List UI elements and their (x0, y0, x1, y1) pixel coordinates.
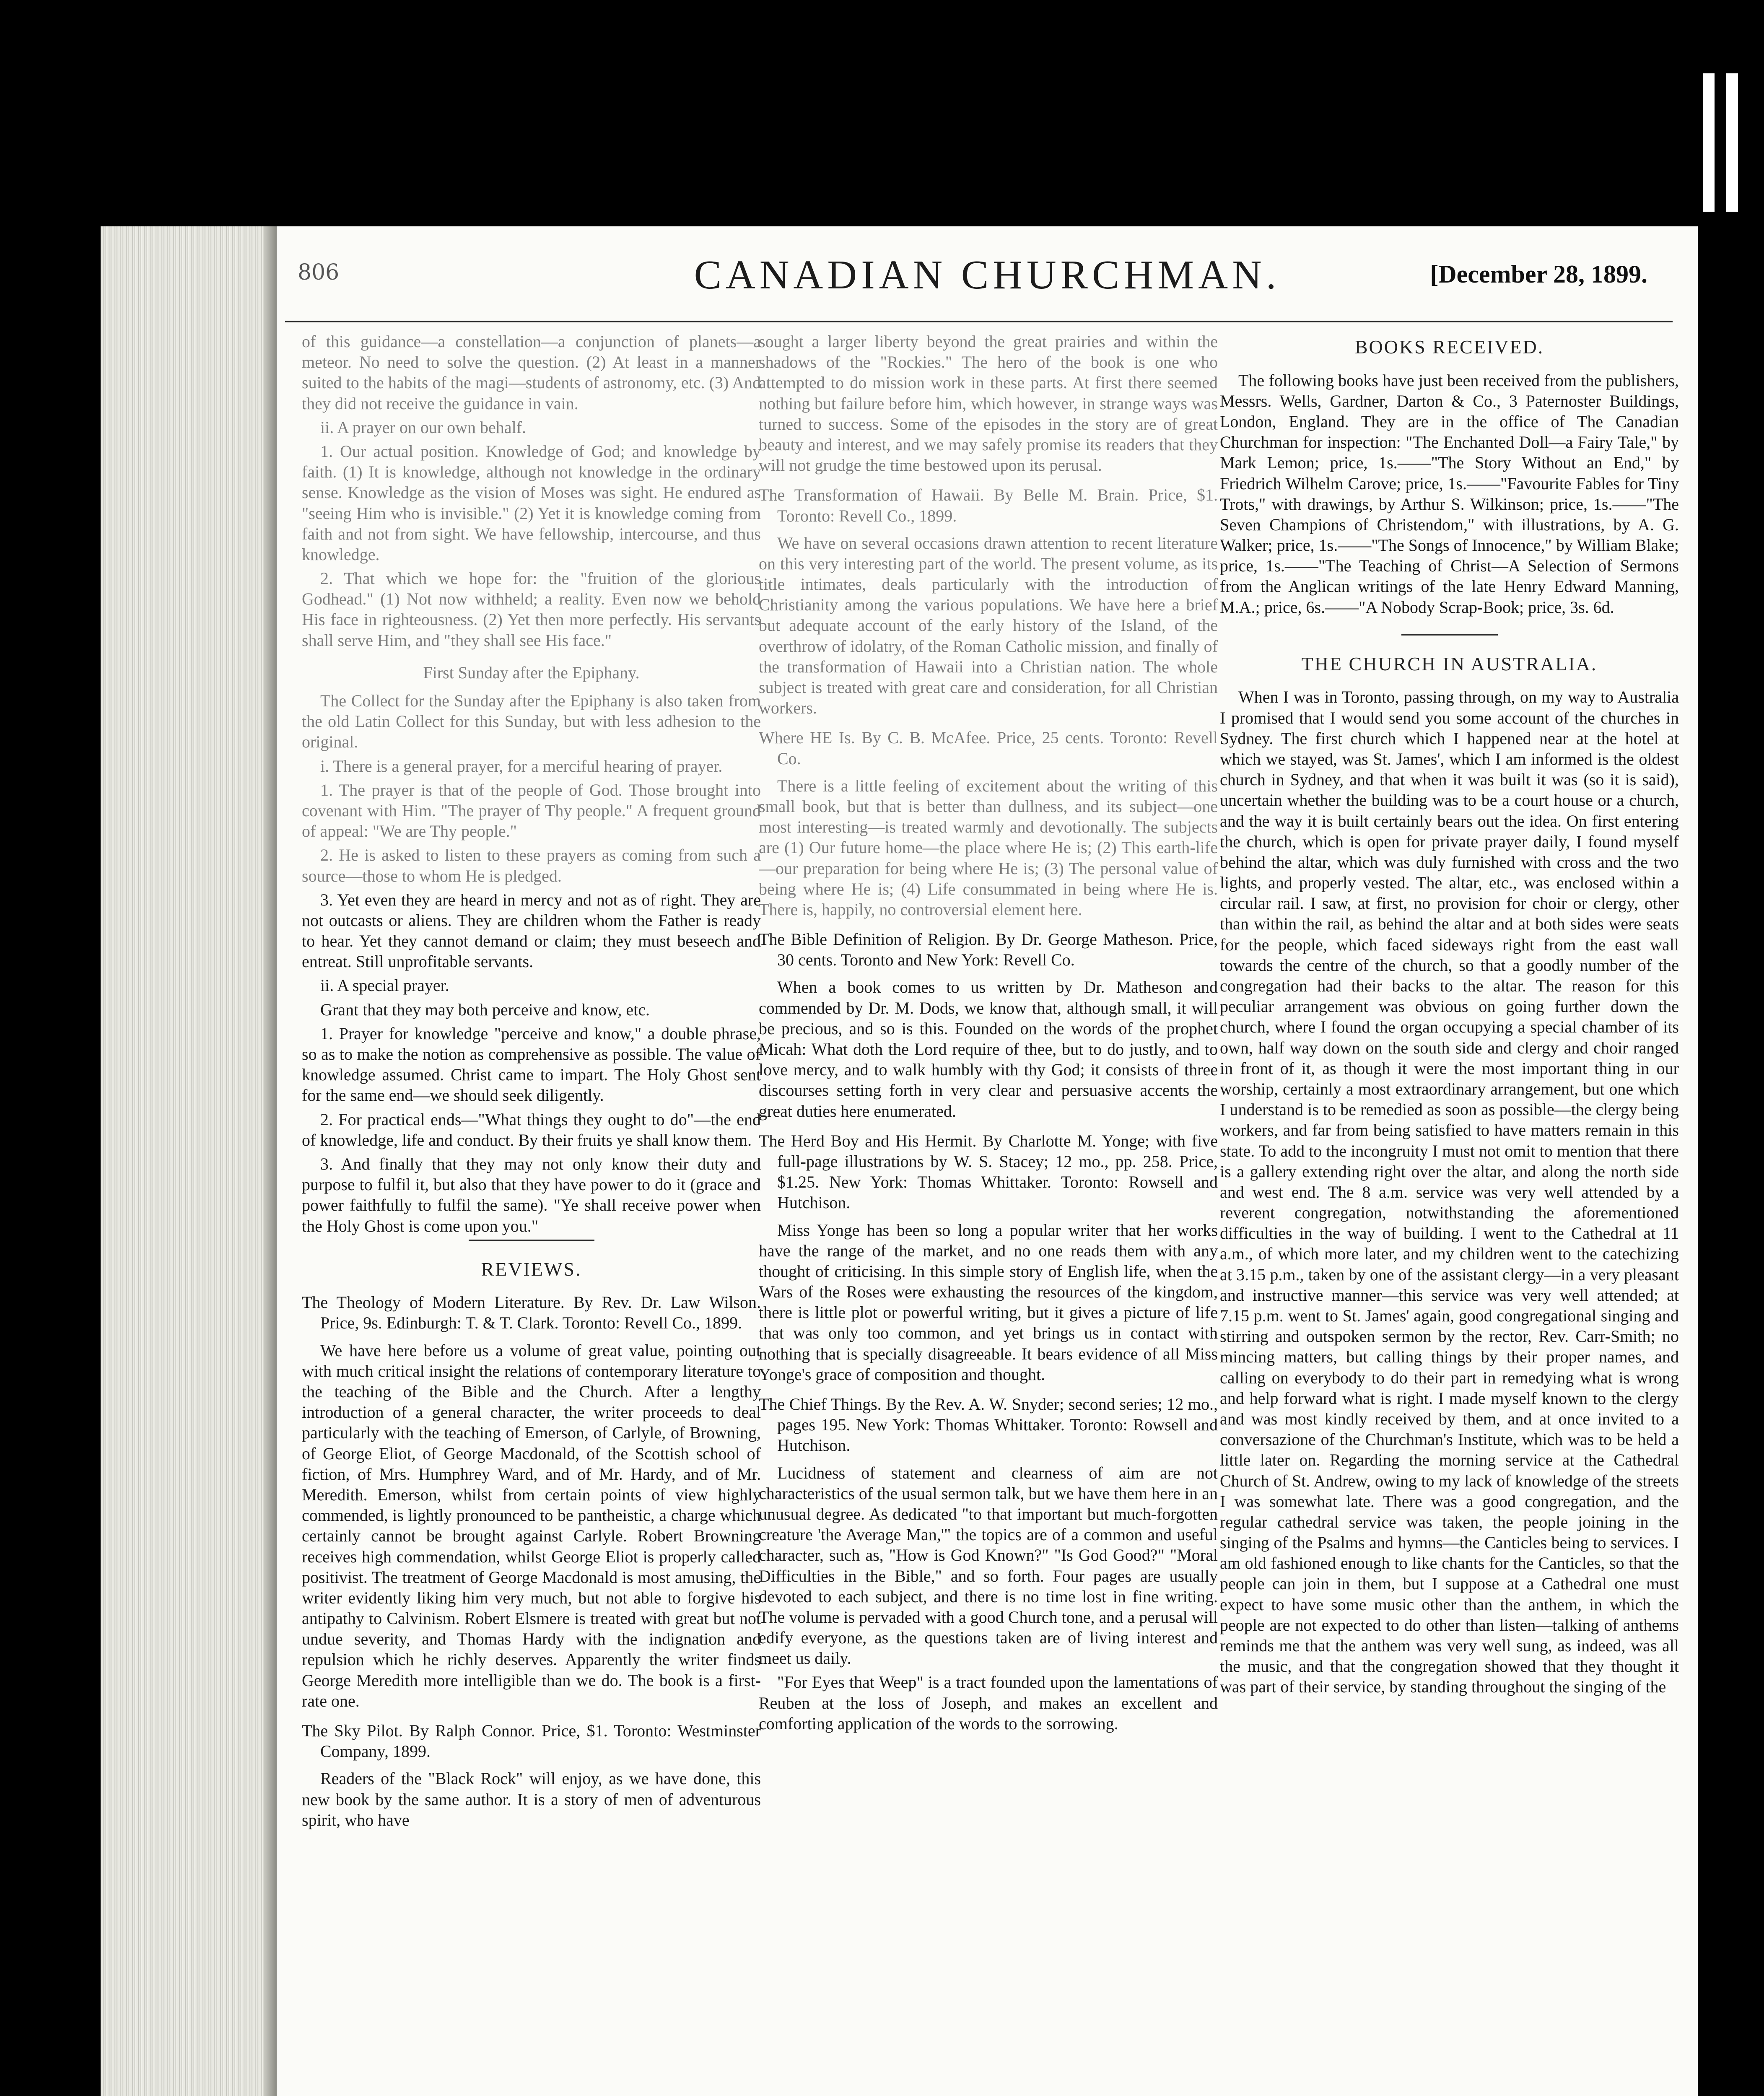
masthead-title: CANADIAN CHURCHMAN. (694, 252, 1281, 298)
column-3 (1220, 331, 1679, 2096)
paragraph: The Collect for the Sunday after the Epiphany is also taken from the old Latin Collect for this Sunday, but with less adhesion to the original. (302, 691, 761, 752)
book-page-edges (101, 226, 277, 2096)
issue-date: [December 28, 1899. (1430, 260, 1647, 288)
review-body: Readers of the "Black Rock" will enjoy, as we have done, this new book by the same author. It is a story of men of adventurous spirit, who have (302, 1769, 761, 1829)
paragraph: 2. For practical ends—"What things they ought to do"—the end of knowledge, life and conduct. By their fruits ye shall know them. (302, 1110, 761, 1149)
review-body: "For Eyes that Weep" is a tract founded upon the lamentations of Reuben at the loss of Joseph, and makes an excellent and comforting application of the words to the sorrowing. (759, 1673, 1218, 1733)
review-body: sought a larger liberty beyond the great prairies and within the shadows of the "Rockies." The hero of the book is one who attempted to do mission work in these parts. At first there seemed nothing but failure before him, which however, in strange ways was turned to success. Some of the episodes in the story are of great beauty and interest, and we may safely promise its readers that they will not grudge the time bestowed upon its perusal. (759, 332, 1218, 475)
heading-rule (469, 1240, 594, 1241)
column-1 (302, 331, 761, 2096)
paragraph: of this guidance—a constellation—a conjunction of planets—a meteor. No need to solve the question. (2) At least in a manner suited to the habits of the magi—students of astronomy, etc. (3) And they did not receive the guidance in vain. (302, 332, 761, 413)
books-received-heading: BOOKS RECEIVED. (1354, 336, 1544, 358)
header-rule (285, 321, 1673, 322)
paragraph: ii. A special prayer. (320, 976, 449, 995)
review-title: The Sky Pilot. By Ralph Connor. Price, $1. Toronto: Westminster Company, 1899. (302, 1721, 761, 1761)
book-page-scan (101, 226, 1698, 2096)
paragraph: 3. And finally that they may not only know their duty and purpose to fulfil it, but also that they have power to do it (grace and power faithfully to fulfil the same). "Ye shall receive power when the Holy Ghost is come upon you." (302, 1154, 761, 1235)
review-title: The Theology of Modern Literature. By Rev. Dr. Law Wilson. Price, 9s. Edinburgh: T. & T. Clark. Toronto: Revell Co., 1899. (302, 1293, 761, 1333)
review-title: The Herd Boy and His Hermit. By Charlotte M. Yonge; with five full-page illustrations by W. S. Stacey; 12 mo., pp. 258. Price, $1.25. New York: Thomas Whittaker. Toronto: Rowsell and Hutchison. (759, 1131, 1218, 1212)
paragraph: The following books have just been received from the publishers, Messrs. Wells, Gardner, Darton & Co., 3 Paternoster Buildings, London, England. They are in the office of The Canadian Churchman for inspection: "The Enchanted Doll—a Fairy Tale," by Mark Lemon; price, 1s.——"The Story Without an End," by Friedrich Wilhelm Carove; price, 1s.——"Favourite Fables for Tiny Trots," with drawings, by Arthur S. Wilkinson; price, 1s.——"The Seven Champions of Christendom," with illustrations, by A. G. Walker; price, 1s.——"The Songs of Innocence," by William Blake; price, 1s.——"The Teaching of Christ—A Selection of Sermons from the Anglican writings of the late Henry Edward Manning, M.A.; price, 6s.——"A Nobody Scrap-Book; price, 3s. 6d. (1220, 371, 1679, 617)
paragraph: i. There is a general prayer, for a merciful hearing of prayer. (320, 756, 723, 776)
review-title: The Chief Things. By the Rev. A. W. Snyder; second series; 12 mo., pages 195. New York: Thomas Whittaker. Toronto: Rowsell and Hutchison. (759, 1395, 1218, 1455)
review-body: There is a little feeling of excitement about the writing of this small book, but that is better than dullness, and its subject—one most interesting—is treated warmly and devotionally. The subjects are (1) Our future home—the place where He is; (2) This earth-life—our preparation for being where He is; (3) The personal value of being where He is; (4) Life consummated in being where He is. There is, happily, no controversial element here. (759, 776, 1218, 919)
scan-marker-bar (1703, 73, 1715, 212)
column-2 (759, 331, 1218, 2096)
paragraph: ii. A prayer on our own behalf. (320, 418, 526, 437)
review-body: When a book comes to us written by Dr. Matheson and commended by Dr. M. Dods, we know that, although small, it will be precious, and so is this. Founded on the words of the prophet Micah: What doth the Lord require of thee, but to do justly, and to love mercy, and to walk humbly with thy God; it consists of three discourses setting forth in very clear and persuasive accents the great duties here enumerated. (759, 978, 1218, 1121)
paragraph: 3. Yet even they are heard in mercy and not as of right. They are not outcasts or aliens. They are children whom the Father is ready to hear. Yet they cannot demand or claim; they must beseech and entreat. Still unprofitable servants. (302, 890, 761, 971)
review-body: We have on several occasions drawn attention to recent literature on this very interesting part of the world. The present volume, as its title intimates, deals particularly with the introduction of Christianity among the various populations. We have here a brief but adequate account of the early history of the Island, of the overthrow of idolatry, of the Roman Catholic mission, and finally of the transformation of Hawaii into a Christian nation. The whole subject is treated with great care and consideration, for all Christian workers. (759, 533, 1218, 718)
heading-rule (1401, 634, 1498, 636)
review-title: The Bible Definition of Religion. By Dr. George Matheson. Price, 30 cents. Toronto and New York: Revell Co. (759, 930, 1218, 970)
reviews-heading: REVIEWS. (481, 1258, 582, 1280)
page-number: 806 (298, 260, 340, 285)
paragraph: Grant that they may both perceive and know, etc. (320, 1000, 650, 1019)
review-body: Lucidness of statement and clearness of aim are not characteristics of the usual sermon talk, but we have them here in an unusual degree. As dedicated "to that important but much-forgotten creature 'the Average Man,'" the topics are of a common and useful character, such as, "How is God Known?" "Is God Good?" "Moral Difficulties in the Bible," and so forth. Four pages are usually devoted to each subject, and there is no time lost in fine writing. The volume is pervaded with a good Church tone, and a perusal will edify everyone, as the questions taken are of living interest and meet us daily. (759, 1463, 1218, 1668)
scan-background-top (0, 0, 1764, 226)
paragraph: When I was in Toronto, passing through, on my way to Australia I promised that I would send you some account of the churches in Sydney. The first church which I happened near at the hotel at which we stayed, was St. James', which I am informed is the oldest church in Sydney, and that when it was built it was (so it is said), uncertain whether the building was to be a court house or a church, and the way it is built certainly bears out the idea. On first entering the church, which is open for private prayer daily, I found myself behind the altar, which was duly furnished with cross and the two lights, and properly vested. The altar, etc., was enclosed within a circular rail. I saw, at first, no provision for choir or clergy, other than within the rail, as behind the altar and at both sides were seats for the people, which faced sideways right from the east wall towards the centre of the church, so that a goodly number of the congregation had their backs to the altar. The reason for this peculiar arrangement was obvious on going further down the church, where I found the organ occupying a special chamber of its own, half way down on the south side and clergy and choir ranged in front of it, as though it were the most important thing in our worship, certainly a most extraordinary arrangement, but one which I understand is to be remedied as soon as possible—the clergy being workers, and far from being satisfied to have matters remain in this state. To add to the incongruity I must not omit to mention that there is a gallery extending right over the altar, and along the north side and west end. The 8 a.m. service was very well attended by a reverent congregation, notwithstanding the aforementioned difficulties in the way of building. I went to the Cathedral at 11 a.m., of which more later, and my children went to the catechizing at 3.15 p.m., taken by one of the assistant clergy—in a very pleasant and instructive manner—this service was very well attended; at 7.15 p.m. went to St. James' again, good congregational singing and stirring and outspoken sermon by the rector, Rev. Carr-Smith; no mincing matters, but calling things by their proper names, and calling on everybody to do their part in remedying what is wrong and help forward what is right. I made myself known to the clergy and was most kindly received by them, and at once invited to a conversazione of the Churchman's Institute, which was to be held a little later on. Regarding the morning service at the Cathedral Church of St. Andrew, owing to my lack of knowledge of the streets I was somewhat late. There was a good congregation, and the regular cathedral service was taken, the people joining in the singing of the Psalms and hymns—the Canticles being to services. I am old fashioned enough to like chants for the Canticles, so that the people can join in them, but I suppose at a Cathedral one must expect to have some music other than the anthem, in which the people are not expected to do other than listen—talking of anthems reminds me that the anthem was very well sung, as indeed, was all the music, and that the congregation showed that they thought it was part of their service, by standing throughout the singing of the (1220, 687, 1679, 1697)
australia-heading: THE CHURCH IN AUSTRALIA. (1301, 653, 1598, 674)
review-body: We have here before us a volume of great value, pointing out with much critical insight the relations of contemporary literature to the teaching of the Bible and the Church. After a lengthy introduction of a general character, the writer proceeds to deal particularly with the teaching of Emerson, of Carlyle, of Browning, of George Eliot, of George Macdonald, of the Scottish school of fiction, of Mrs. Humphrey Ward, and of Mr. Hardy, and of Mr. Meredith. Emerson, whilst from certain points of view highly commended, is lightly pronounced to be pantheistic, a charge which certainly cannot be brought against Carlyle. Robert Browning receives high commendation, whilst George Eliot is properly called positivist. The treatment of George Macdonald is most amusing, the writer evidently liking him very much, but not able to forgive his antipathy to Calvinism. Robert Elsmere is treated with great but not undue severity, and Thomas Hardy with the indignation and repulsion which he richly deserves. Apparently the writer finds George Meredith more intelligible than we do. The book is a first-rate one. (302, 1341, 761, 1710)
scan-marker-bar (1726, 73, 1738, 212)
review-body: Miss Yonge has been so long a popular writer that her works have the range of the market, and no one reads them with any thought of criticising. In this simple story of English life, when the Wars of the Roses were exhausting the resources of the kingdom, there is little plot or powerful writing, but it gives a picture of life that was only too common, and yet brings us in contact with nothing that is specially disagreeable. It bears evidence of all Miss Yonge's grace of composition and thought. (759, 1220, 1218, 1384)
section-subheading: First Sunday after the Epiphany. (423, 663, 640, 682)
paragraph: 1. Prayer for knowledge "perceive and know," a double phrase, so as to make the notion as comprehensive as possible. The value of knowledge assumed. Christ came to impart. The Holy Ghost sent for the same end—we should seek diligently. (302, 1024, 761, 1105)
paragraph: 2. That which we hope for: the "fruition of the glorious Godhead." (1) Not now withheld; a reality. Even now we behold His face in righteousness. (2) Yet then more perfectly. His servants shall serve Him, and "they shall see His face." (302, 569, 761, 650)
paragraph: 1. Our actual position. Knowledge of God; and knowledge by faith. (1) It is knowledge, although not knowledge in the ordinary sense. Knowledge as the vision of Moses was sight. He endured as "seeing Him who is invisible." (2) Yet it is knowledge coming from faith and not from sight. We have fellowship, intercourse, and thus knowledge. (302, 441, 761, 564)
review-title: The Transformation of Hawaii. By Belle M. Brain. Price, $1. Toronto: Revell Co., 1899. (759, 485, 1218, 525)
newspaper-page (277, 226, 1698, 2096)
running-head (277, 252, 1698, 302)
review-title: Where HE Is. By C. B. McAfee. Price, 25 cents. Toronto: Revell Co. (759, 728, 1218, 768)
paragraph: 2. He is asked to listen to these prayers as coming from such a source—those to whom He is pledged. (302, 846, 761, 885)
paragraph: 1. The prayer is that of the people of God. Those brought into covenant with Him. "The prayer of Thy people." A frequent ground of appeal: "We are Thy people." (302, 780, 761, 841)
